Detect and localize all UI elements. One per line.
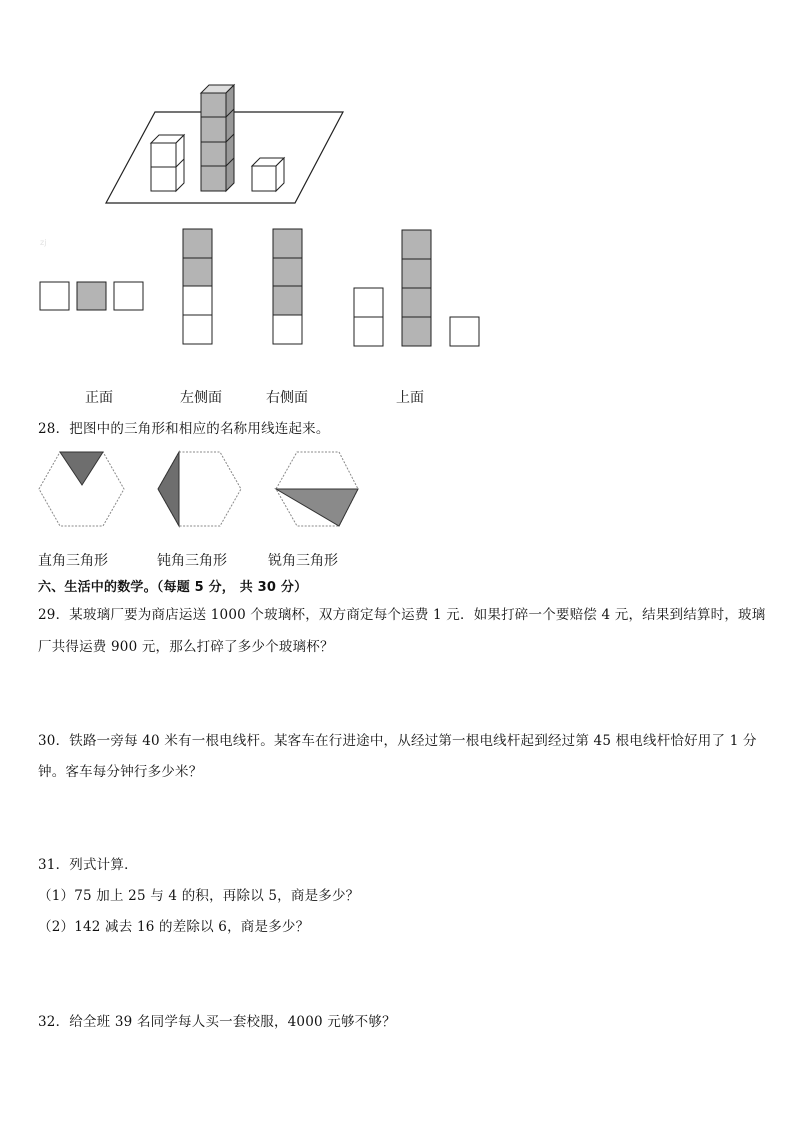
shaded-right-triangle xyxy=(60,452,103,485)
svg-text:zj: zj xyxy=(40,238,47,247)
question-29-line-1: 29．某玻璃厂要为商店运送 1000 个玻璃杯，双方商定每个运费 1 元．如果打碎一个要赔偿 4 元，结果到结算时，玻璃 xyxy=(38,607,766,623)
view-label-right: 右侧面 xyxy=(266,390,308,406)
cube-arrangement-figure xyxy=(0,0,794,220)
question-31-title: 31．列式计算． xyxy=(38,857,138,873)
view-label-front: 正面 xyxy=(85,390,113,406)
shaded-acute-triangle xyxy=(276,489,358,526)
hexagon-1 xyxy=(39,452,124,526)
name-obtuse-triangle: 钝角三角形 xyxy=(157,553,227,569)
question-28: 28．把图中的三角形和相应的名称用线连起来。 xyxy=(38,421,330,437)
view-option-1 xyxy=(40,282,143,310)
hexagon-2 xyxy=(158,452,241,526)
question-29-line-2: 厂共得运费 900 元，那么打碎了多少个玻璃杯？ xyxy=(38,639,334,655)
name-right-triangle: 直角三角形 xyxy=(38,553,108,569)
single-cube xyxy=(252,158,284,191)
shaded-obtuse-triangle xyxy=(158,452,179,526)
view-label-top: 上面 xyxy=(396,390,424,406)
question-32: 32．给全班 39 名同学每人买一套校服，4000 元够不够？ xyxy=(38,1014,396,1030)
view-label-left: 左侧面 xyxy=(180,390,222,406)
tall-cube-stack xyxy=(201,85,234,191)
question-30-line-1: 30．铁路一旁每 40 米有一根电线杆。某客车在行进途中，从经过第一根电线杆起到经过第 45 根电线杆恰好用了 1 分 xyxy=(38,733,757,749)
name-acute-triangle: 锐角三角形 xyxy=(268,553,338,569)
view-option-2 xyxy=(183,229,212,344)
left-cube-stack xyxy=(151,135,184,191)
section-6-heading: 六、生活中的数学。（每题 5 分， 共 30 分） xyxy=(38,580,308,595)
view-option-4 xyxy=(354,230,479,346)
question-30-line-2: 钟。客车每分钟行多少米？ xyxy=(38,764,203,780)
hexagon-figures xyxy=(0,445,794,535)
view-option-3 xyxy=(273,229,302,344)
view-diagrams xyxy=(0,220,794,360)
question-31-item-2: （2）142 减去 16 的差除以 6，商是多少？ xyxy=(38,919,310,935)
hexagon-3 xyxy=(276,452,358,526)
question-31-item-1: （1）75 加上 25 与 4 的积，再除以 5，商是多少？ xyxy=(38,888,360,904)
